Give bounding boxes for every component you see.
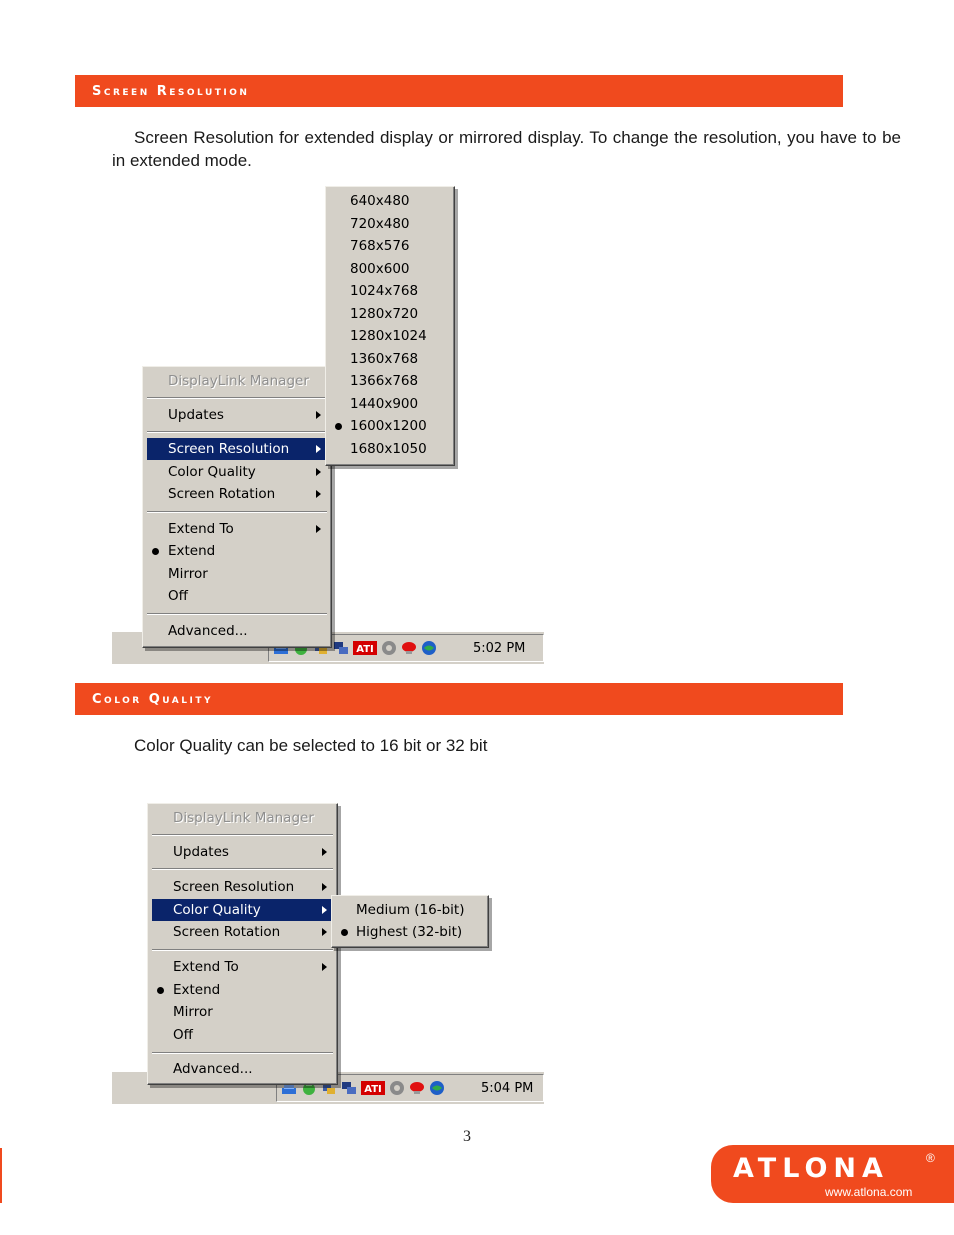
menu-item-color-quality[interactable]	[147, 461, 327, 483]
menu-separator	[147, 397, 327, 399]
menu-item-color-quality[interactable]	[152, 899, 333, 921]
menu-separator	[152, 1052, 333, 1054]
resolution-submenu	[325, 186, 455, 466]
logo-url: www.atlona.com	[825, 1185, 913, 1199]
menu-item-label: Extend To	[173, 959, 239, 975]
menu-item-label: Color Quality	[173, 902, 261, 918]
menu-item-label: Extend	[168, 543, 216, 559]
section-heading-screen-resolution	[75, 75, 843, 107]
resolution-label: 1600x1200	[350, 418, 427, 434]
resolution-option[interactable]	[330, 213, 450, 235]
resolution-option[interactable]	[330, 393, 450, 415]
resolution-option[interactable]	[330, 438, 450, 460]
menu-item-label: Screen Resolution	[168, 441, 290, 457]
resolution-label: 1366x768	[350, 373, 419, 389]
ati-icon-label: ATI	[364, 1084, 382, 1095]
resolution-option[interactable]	[330, 348, 450, 370]
menu-item-advanced[interactable]	[152, 1058, 333, 1080]
color-option-label: Medium (16-bit)	[356, 902, 465, 918]
menu-item-label: Updates	[168, 407, 224, 423]
submenu-arrow-icon	[322, 906, 327, 914]
atlona-logo	[711, 1145, 954, 1203]
menu-item-extend[interactable]	[147, 540, 327, 562]
clock[interactable]: 5:04 PM	[481, 1081, 534, 1096]
color-option-medium[interactable]	[336, 899, 484, 921]
page-number: 3	[463, 1128, 471, 1145]
resolution-label: 720x480	[350, 216, 410, 232]
resolution-label: 1280x1024	[350, 328, 427, 344]
speaker-icon[interactable]	[381, 640, 397, 656]
menu-separator	[147, 511, 327, 513]
red-alert-icon[interactable]	[401, 640, 417, 656]
menu-item-label: Off	[173, 1027, 193, 1043]
resolution-label: 640x480	[350, 193, 410, 209]
menu-item-off[interactable]	[147, 585, 327, 607]
speaker-icon[interactable]	[389, 1080, 405, 1096]
menu-separator	[152, 949, 333, 951]
submenu-arrow-icon	[322, 848, 327, 856]
resolution-label: 1680x1050	[350, 441, 427, 457]
menu-item-screen-resolution[interactable]	[152, 876, 333, 898]
submenu-arrow-icon	[322, 928, 327, 936]
menu-separator	[152, 868, 333, 870]
globe-icon[interactable]	[429, 1080, 445, 1096]
menu-title: DisplayLink Manager	[168, 373, 309, 389]
resolution-label: 800x600	[350, 261, 410, 277]
menu-separator	[147, 613, 327, 615]
menu-item-mirror[interactable]	[152, 1001, 333, 1023]
menu-item-label: Updates	[173, 844, 229, 860]
menu-item-label: Screen Resolution	[173, 879, 295, 895]
submenu-arrow-icon	[316, 445, 321, 453]
resolution-option[interactable]	[330, 190, 450, 212]
display-monitors-icon[interactable]	[341, 1080, 357, 1096]
menu-item-label: Advanced...	[173, 1061, 253, 1077]
resolution-option[interactable]	[330, 303, 450, 325]
menu-item-advanced[interactable]	[147, 620, 327, 642]
resolution-label: 1280x720	[350, 306, 419, 322]
ati-icon[interactable]	[353, 640, 377, 656]
menu-item-screen-resolution[interactable]	[147, 438, 327, 460]
section-heading-text: Color Quality	[92, 692, 213, 707]
color-option-highest[interactable]	[336, 921, 484, 943]
resolution-option[interactable]	[330, 235, 450, 257]
menu-item-label: Extend	[173, 982, 221, 998]
menu-item-label: Extend To	[168, 521, 234, 537]
menu-item-screen-rotation[interactable]	[147, 483, 327, 505]
menu-item-label: Advanced...	[168, 623, 248, 639]
resolution-option[interactable]	[330, 370, 450, 392]
screen-resolution-paragraph: Screen Resolution for extended display or mirrored display. To change the resolution, you have to be in extended mode.	[112, 128, 901, 170]
menu-item-mirror[interactable]	[147, 563, 327, 585]
ati-icon-label: ATI	[356, 644, 374, 655]
submenu-arrow-icon	[316, 525, 321, 533]
left-edge-accent	[0, 1148, 2, 1203]
menu-item-updates[interactable]	[147, 404, 327, 426]
resolution-label: 768x576	[350, 238, 410, 254]
menu-item-extend[interactable]	[152, 979, 333, 1001]
globe-icon[interactable]	[421, 640, 437, 656]
registered-mark: ®	[926, 1151, 935, 1165]
menu-item-screen-rotation[interactable]	[152, 921, 333, 943]
resolution-label: 1360x768	[350, 351, 419, 367]
submenu-arrow-icon	[316, 490, 321, 498]
menu-separator	[147, 431, 327, 433]
color-option-label: Highest (32-bit)	[356, 924, 463, 940]
logo-wordmark: ATLONA	[733, 1153, 889, 1184]
red-alert-icon[interactable]	[409, 1080, 425, 1096]
display-monitors-icon[interactable]	[333, 640, 349, 656]
resolution-option[interactable]	[330, 258, 450, 280]
menu-item-updates[interactable]	[152, 841, 333, 863]
resolution-option[interactable]	[330, 325, 450, 347]
menu-item-label: Screen Rotation	[173, 924, 281, 940]
menu-title: DisplayLink Manager	[173, 810, 314, 826]
ati-icon[interactable]	[361, 1080, 385, 1096]
menu-item-off[interactable]	[152, 1024, 333, 1046]
displaylink-menu	[142, 366, 332, 648]
color-quality-paragraph: Color Quality can be selected to 16 bit or 32 bit	[134, 736, 488, 755]
menu-item-extend-to[interactable]	[152, 956, 333, 978]
section-heading-text: Screen Resolution	[92, 84, 250, 99]
radio-check-icon	[335, 423, 342, 430]
submenu-arrow-icon	[316, 411, 321, 419]
resolution-option-selected[interactable]	[330, 415, 450, 437]
menu-item-label: Color Quality	[168, 464, 256, 480]
color-quality-submenu	[331, 895, 489, 948]
menu-item-label: Mirror	[173, 1004, 213, 1020]
menu-separator	[152, 834, 333, 836]
displaylink-menu	[147, 803, 338, 1085]
section-heading-color-quality	[75, 683, 843, 715]
submenu-arrow-icon	[322, 963, 327, 971]
menu-item-label: Screen Rotation	[168, 486, 276, 502]
submenu-arrow-icon	[322, 883, 327, 891]
resolution-label: 1024x768	[350, 283, 419, 299]
submenu-arrow-icon	[316, 468, 321, 476]
menu-item-extend-to[interactable]	[147, 518, 327, 540]
radio-check-icon	[157, 987, 164, 994]
resolution-label: 1440x900	[350, 396, 419, 412]
resolution-option[interactable]	[330, 280, 450, 302]
clock[interactable]: 5:02 PM	[473, 641, 526, 656]
radio-check-icon	[152, 548, 159, 555]
radio-check-icon	[341, 929, 348, 936]
menu-item-label: Off	[168, 588, 188, 604]
menu-item-label: Mirror	[168, 566, 208, 582]
